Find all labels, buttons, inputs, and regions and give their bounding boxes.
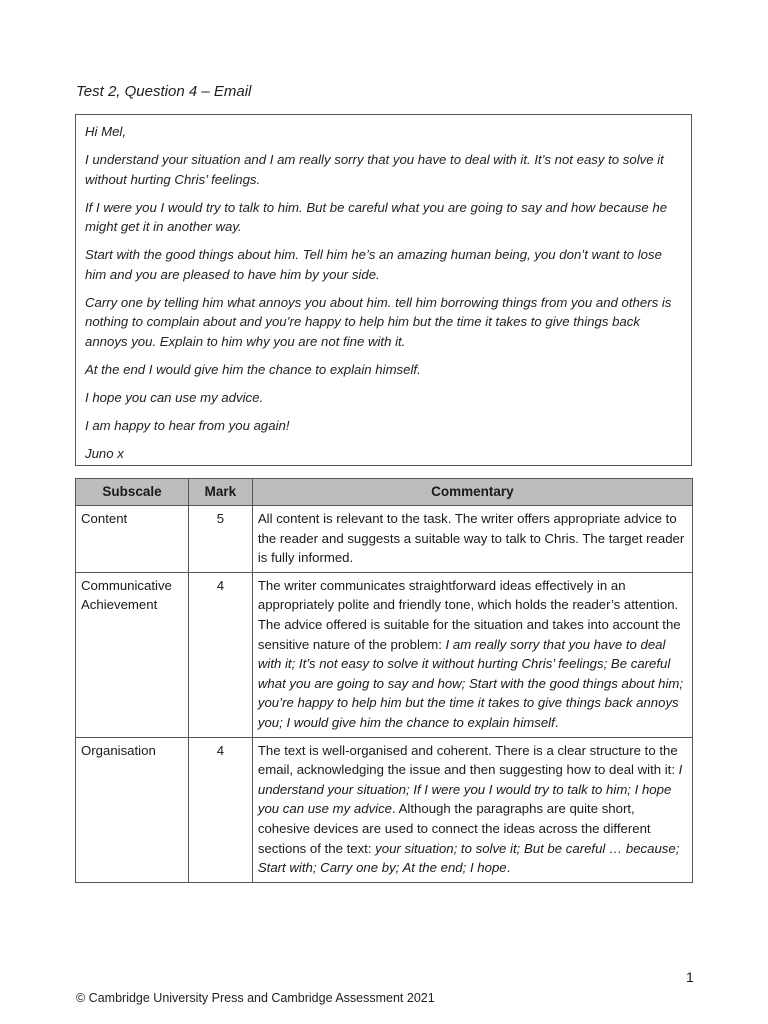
- table-header-row: [76, 479, 693, 506]
- subscale-cell: Content: [76, 506, 189, 573]
- email-paragraph: I understand your situation and I am really sorry that you have to deal with it. It’s not easy to solve it without hurting Chris’ feelings.: [85, 152, 664, 187]
- commentary-text: .: [506, 860, 511, 876]
- email-paragraph: If I were you I would try to talk to him. But be careful what you are going to say and how because he might get it in another way.: [85, 199, 668, 234]
- email-paragraph: Carry one by telling him what annoys you about him. tell him borrowing things from you and others is nothing to complain about and you’re happy to help him but the time it takes to give things back annoys you. Explain to him why you are not fine with it.: [85, 294, 672, 349]
- commentary-text: . Although the paragraphs are quite short, cohesive devices are used to connect the ideas across the different sections of the text:: [257, 801, 651, 856]
- commentary-cell: [252, 572, 692, 737]
- commentary-quote: I understand your situation; If I were you I would try to talk to him; I hope you can use my advice: [257, 762, 683, 817]
- email-signoff: Juno x: [85, 445, 124, 461]
- email-paragraph: Start with the good things about him. Tell him he’s an amazing human being, you don’t want to lose him and you are pleased to have him by your side.: [85, 247, 662, 282]
- commentary-text: .: [554, 714, 559, 730]
- email-text-box: [75, 114, 692, 466]
- email-greeting: Hi Mel,: [85, 124, 127, 139]
- mark-cell: 4: [188, 572, 252, 737]
- copyright-footer: © Cambridge University Press and Cambridge Assessment 2021: [76, 991, 435, 1005]
- subscale-cell: Organisation: [76, 737, 189, 882]
- commentary-quote: your situation; to solve it; But be careful … because; Start with; Carry one by; At the end; I hope: [257, 840, 680, 876]
- header-commentary: Commentary: [252, 479, 692, 506]
- email-paragraph: At the end I would give him the chance to explain himself.: [85, 361, 421, 377]
- table-row-communicative-achievement: [76, 572, 693, 737]
- commentary-text: The writer communicates straightforward ideas effectively in an appropriately polite and friendly tone, which holds the reader’s attention. The advice offered is suitable for the situation and takes into account the sensitive nature of the problem:: [257, 577, 681, 652]
- email-paragraph: I am happy to hear from you again!: [85, 417, 290, 433]
- commentary-text: All content is relevant to the task. The writer offers appropriate advice to the reader and suggests a suitable way to talk to Chris. The target reader is fully informed.: [257, 511, 685, 566]
- mark-cell: 5: [188, 506, 252, 573]
- email-paragraph: I hope you can use my advice.: [85, 389, 264, 405]
- commentary-quote: I am really sorry that you have to deal with it; It’s not easy to solve it without hurting Chris’ feelings; Be careful what you are going to say and how; Start with the good things about him; you’re happy to help him but the time it takes to give things back annoys you; I would give him the chance to explain himself: [257, 636, 684, 730]
- mark-cell: 4: [188, 737, 252, 882]
- page-heading: Test 2, Question 4 – Email: [76, 83, 252, 100]
- table-row-content: [76, 506, 693, 573]
- table-row-organisation: [76, 737, 693, 882]
- header-subscale: Subscale: [76, 479, 189, 506]
- subscale-cell: Communicative Achievement: [76, 572, 189, 737]
- commentary-text: The text is well-organised and coherent. There is a clear structure to the email, acknowledging the issue and then suggesting how to deal with it:: [257, 742, 679, 778]
- page-number: 1: [686, 969, 694, 985]
- commentary-cell: [252, 737, 692, 882]
- assessment-table: [75, 478, 693, 883]
- header-mark: Mark: [188, 479, 252, 506]
- commentary-cell: [252, 506, 692, 573]
